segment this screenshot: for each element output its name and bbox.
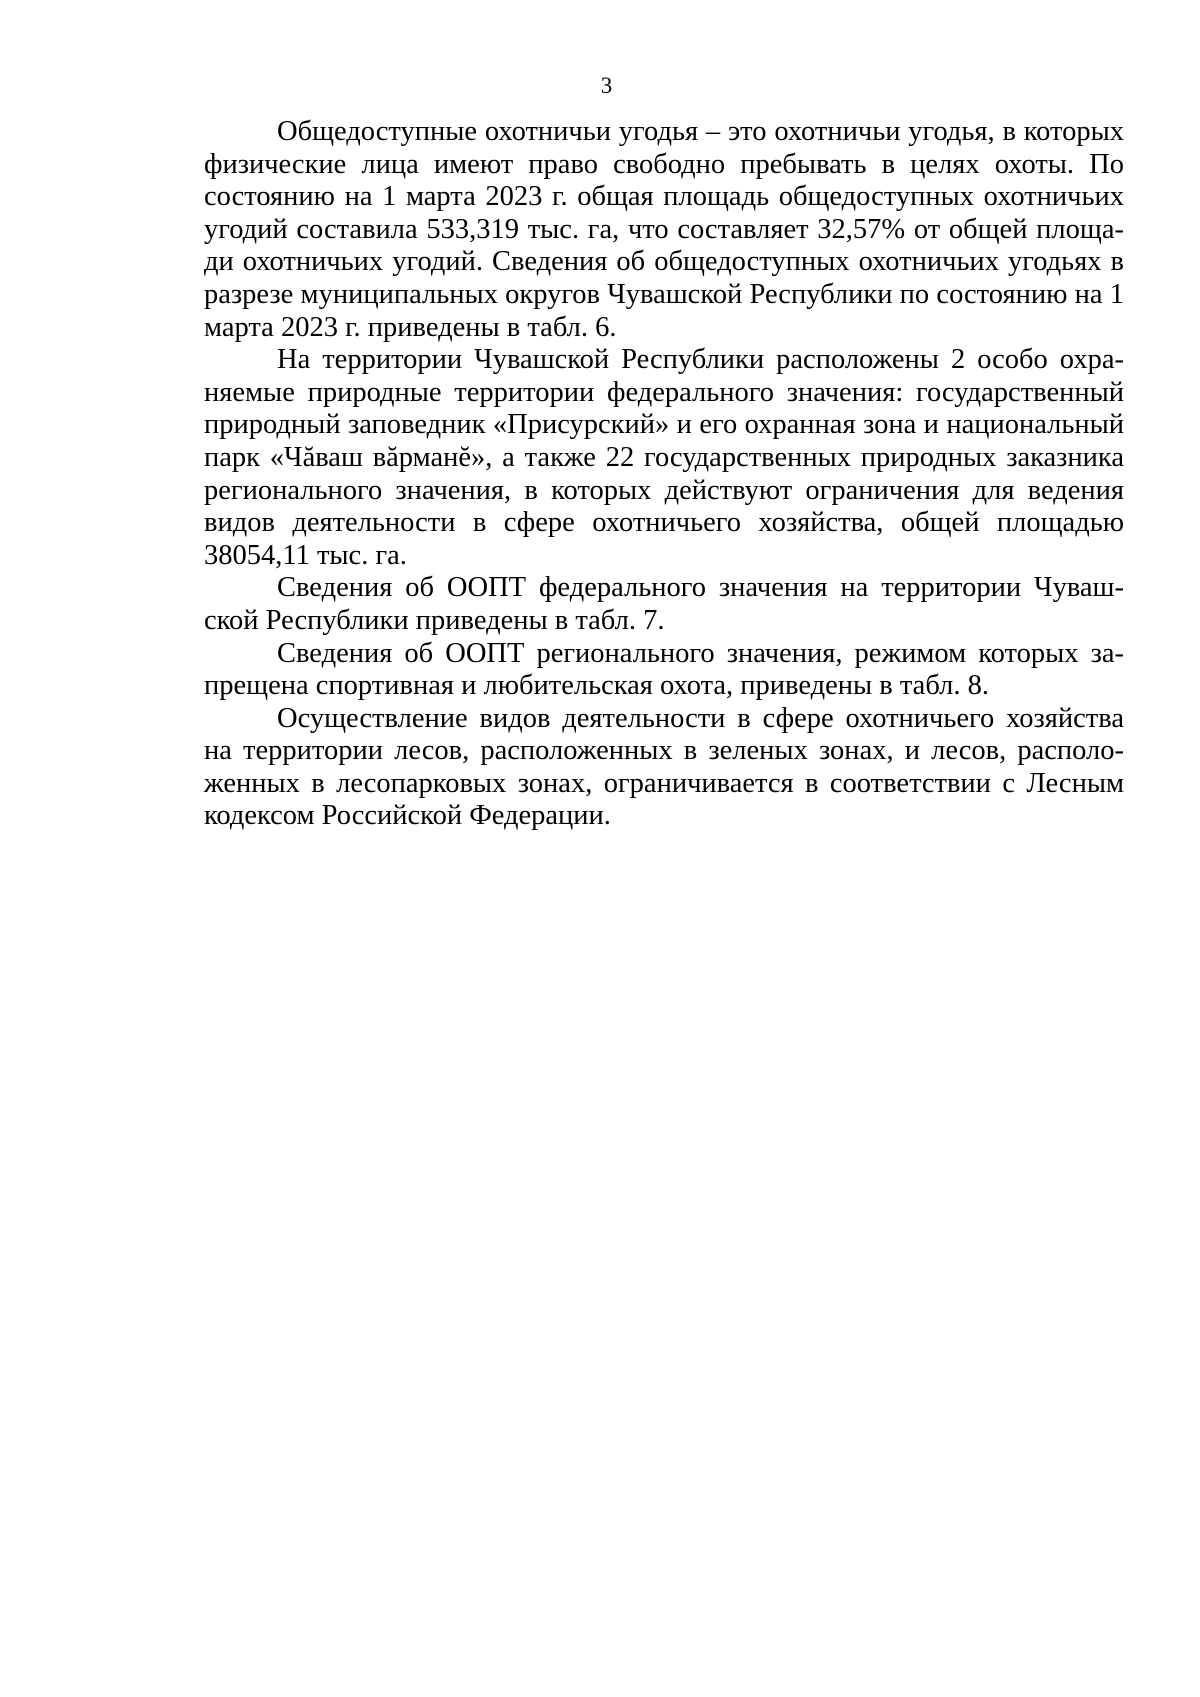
page-number: 3 — [600, 73, 613, 98]
paragraph-federal-oopt: Сведения об ООПТ федерального значения на территории Чувашской Республики приведены в табл. 7. — [204, 572, 1124, 636]
paragraph-public-hunting-grounds: Общедоступные охотничьи угодья – это охотничьи угодья, в которых физические лица имеют право свободно пребывать в целях охоты. По состоянию на 1 марта 2023 г. общая площадь общедоступных охотничьих угодий составила 533,319 тыс. га, что составляет 32,57% от общей площади охотничьих угодий. Сведения об общедоступных охотничьих угодьях в разрезе муниципальных округов Чувашской Республики по состоянию на 1 марта 2023 г. приведены в табл. 6. — [204, 116, 1124, 343]
body-text — [204, 116, 1124, 833]
paragraph-forest-zones: Осуществление видов деятельности в сфере охотничьего хозяйства на территории лесов, расположенных в зеленых зонах, и лесов, расположенных в лесопарковых зонах, ограничивается в соответствии с Лесным кодексом Российской Федерации. — [204, 702, 1124, 832]
paragraph-protected-areas: На территории Чувашской Республики расположены 2 особо охраняемые природные территории федерального значения: государственный природный заповедник «Присурский» и его охранная зона и национальный парк «Чăваш вăрманĕ», а также 22 государственных природных заказника регионального значения, в которых действуют ограничения для ведения видов деятельности в сфере охотничьего хозяйства, общей площадью 38054,11 тыс. га. — [204, 344, 1124, 571]
paragraph-regional-oopt: Сведения об ООПТ регионального значения, режимом которых запрещена спортивная и любительская охота, приведены в табл. 8. — [204, 637, 1124, 702]
